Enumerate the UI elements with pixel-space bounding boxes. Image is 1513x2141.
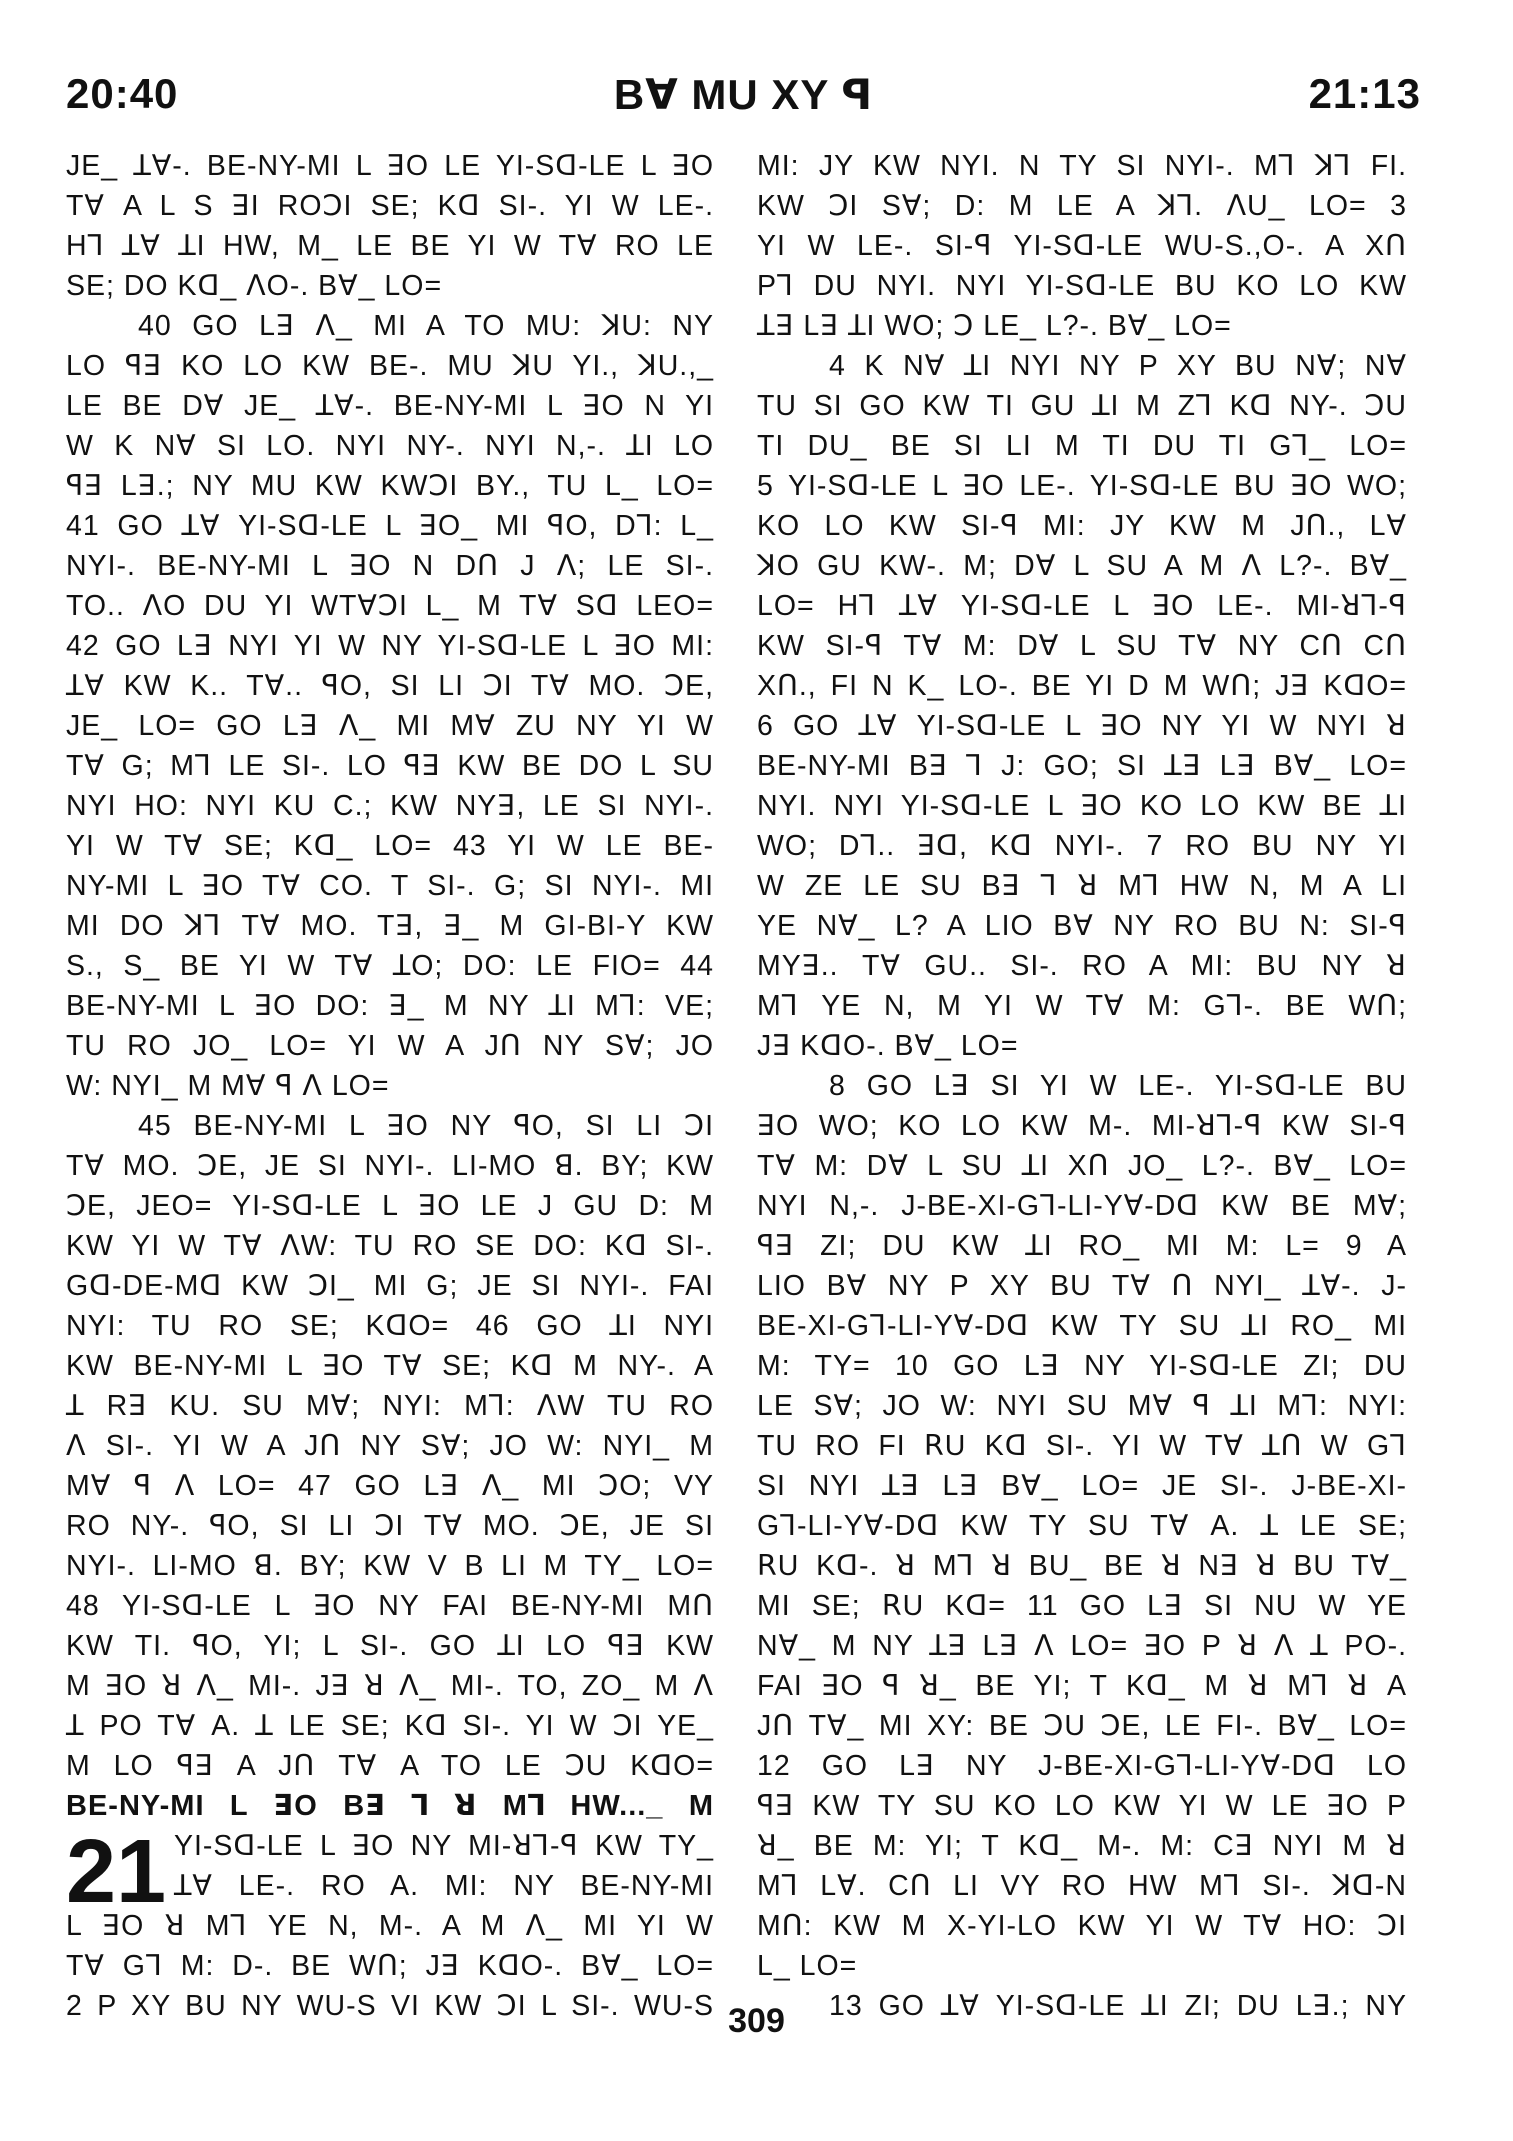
text-line: NYI: TU RO SE; KꓷO= 46 GO ꓕI NYI — [66, 1310, 714, 1342]
text-line: MI: JY KW NYI. N TY SI NYI-. Mꓶ ꓘꓶ FI. — [757, 150, 1407, 182]
text-line: LIO Bꓯ NY P XY BU Tꓯ ꓵ NYI_ ꓕꓯ-. J- — [757, 1270, 1407, 1302]
header-verse-start: 20:40 — [66, 70, 179, 117]
text-line: SI NYI ꓕꓱ Lꓱ Bꓯ_ LO= JE SI-. J-BE-XI- — [757, 1470, 1407, 1502]
text-line: 41 GO ꓕꓯ YI-Sꓷ-LE L ꓱO_ MI ꟼO, Dꓶ: L_ — [66, 510, 714, 542]
text-line: ꓣU Kꓷ-. ꓤ Mꓶ ꓤ BU_ BE ꓤ Nꓱ ꓤ BU Tꓯ_ — [757, 1550, 1407, 1582]
text-line: ꓕꓯ KW K.. Tꓯ.. ꟼO, SI LI ꓛI Tꓯ MO. ꓛE, — [66, 670, 714, 702]
text-line: FAI ꓱO ꟼ ꓤ_ BE YI; T Kꓷ_ M ꓤ Mꓶ ꓤ A — [757, 1670, 1407, 1702]
text-line: TU RO FI ꓣU Kꓷ SI-. YI W Tꓯ ꓕꓵ W Gꓶ — [757, 1430, 1407, 1462]
text-line: Mꓶ Lꓯ. Cꓵ LI VY RO HW Mꓶ SI-. ꓘꓷ-N — [757, 1870, 1407, 1902]
text-line: 13 GO ꓕꓯ YI-Sꓷ-LE ꓕI ZI; DU Lꓱ.; NY — [829, 1990, 1407, 2022]
text-line: LO= Hꓶ ꓕꓯ YI-Sꓷ-LE L ꓱO LE-. MI-ꓤꓶ-ꟼ — [757, 590, 1407, 622]
text-line: M ꓱO ꓤ ꓥ_ MI-. Jꓱ ꓤ ꓥ_ MI-. TO, ZO_ M ꓥ — [66, 1670, 714, 1702]
text-line: ꟼꓱ ZI; DU KW ꓕI RO_ MI M: L= 9 A — [757, 1230, 1407, 1262]
text-line: Tꓯ G; Mꓶ LE SI-. LO ꟼꓱ KW BE DO L SU — [66, 750, 714, 782]
text-line: NY-MI L ꓱO Tꓯ CO. T SI-. G; SI NYI-. MI — [66, 870, 714, 902]
text-line: Tꓯ MO. ꓛE, JE SI NYI-. LI-MO ꓭ. BY; KW — [66, 1150, 714, 1182]
text-line: Mꓵ: KW M X-YI-LO KW YI W Tꓯ HO: ꓛI — [757, 1910, 1407, 1942]
text-line: 12 GO Lꓱ NY J-BE-XI-Gꓶ-LI-Yꓯ-Dꓷ LO — [757, 1750, 1407, 1782]
running-header — [66, 70, 1421, 126]
text-line: MI SE; ꓣU Kꓷ= 11 GO Lꓱ SI NU W YE — [757, 1590, 1407, 1622]
text-line: ꓤ_ BE M: YI; T Kꓷ_ M-. M: Cꓱ NYI M ꓤ — [757, 1830, 1407, 1862]
text-line: KW SI-ꟼ Tꓯ M: Dꓯ L SU Tꓯ NY Cꓵ Cꓵ — [757, 630, 1407, 662]
text-line: Tꓯ A L S ꓱI ROꓛI SE; Kꓷ SI-. YI W LE-. — [66, 190, 714, 222]
text-line: 48 YI-Sꓷ-LE L ꓱO NY FAI BE-NY-MI Mꓵ — [66, 1590, 714, 1622]
text-line: 5 YI-Sꓷ-LE L ꓱO LE-. YI-Sꓷ-LE BU ꓱO WO; — [757, 470, 1407, 502]
text-line: NYI. NYI YI-Sꓷ-LE L ꓱO KO LO KW BE ꓕI — [757, 790, 1407, 822]
text-line: 45 BE-NY-MI L ꓱO NY ꟼO, SI LI ꓛI — [138, 1110, 714, 1142]
text-line: MYꓱ.. Tꓯ GU.. SI-. RO A MI: BU NY ꓤ — [757, 950, 1407, 982]
text-line: Mꓯ ꟼ ꓥ LO= 47 GO Lꓱ ꓥ_ MI ꓛO; VY — [66, 1470, 714, 1502]
text-line: MI DO ꓘꓶ Tꓯ MO. Tꓱ, ꓱ_ M GI-BI-Y KW — [66, 910, 714, 942]
text-line: LO ꟼꓱ KO LO KW BE-. MU ꓘU YI., ꓘU.,_ — [66, 350, 714, 382]
text-line: ꓕ Rꓱ KU. SU Mꓯ; NYI: Mꓶ: ꓥW TU RO — [66, 1390, 714, 1422]
text-line: ꓥ SI-. YI W A Jꓵ NY Sꓯ; JO W: NYI_ M — [66, 1430, 714, 1462]
text-line: KW BE-NY-MI L ꓱO Tꓯ SE; Kꓷ M NY-. A — [66, 1350, 714, 1382]
text-line: M: TY= 10 GO Lꓱ NY YI-Sꓷ-LE ZI; DU — [757, 1350, 1407, 1382]
text-line: LE BE Dꓯ JE_ ꓕꓯ-. BE-NY-MI L ꓱO N YI — [66, 390, 714, 422]
text-line: L_ LO= — [757, 1950, 858, 1982]
page-number: 309 — [728, 2002, 785, 2040]
chapter-first-line: YI-Sꓷ-LE L ꓱO NY MI-ꓤꓶ-ꟼ KW TY_ — [174, 1830, 714, 1862]
text-line: 4 K Nꓯ ꓕI NYI NY P XY BU Nꓯ; Nꓯ — [829, 350, 1407, 382]
text-line: JE_ LO= GO Lꓱ ꓥ_ MI Mꓯ ZU NY YI W — [66, 710, 714, 742]
left-column — [66, 146, 714, 2022]
chapter-number: 21 — [66, 1822, 167, 1922]
text-line: NYI-. BE-NY-MI L ꓱO N Dꓵ J ꓥ; LE SI-. — [66, 550, 714, 582]
text-line: Nꓯ_ M NY ꓕꓱ Lꓱ ꓥ LO= ꓱO P ꓤ ꓥ ꓕ PO-. — [757, 1630, 1407, 1662]
text-line: BE-NY-MI L ꓱO DO: ꓱ_ M NY ꓕI Mꓶ: VE; — [66, 990, 714, 1022]
text-line: ꓱO WO; KO LO KW M-. MI-ꓤꓶ-ꟼ KW SI-ꟼ — [757, 1110, 1407, 1142]
text-line: W ZE LE SU Bꓱ ꓶ ꓤ Mꓶ HW N, M A LI — [757, 870, 1407, 902]
text-line: TU SI GO KW TI GU ꓕI M Zꓶ Kꓷ NY-. ꓛU — [757, 390, 1407, 422]
text-line: Pꓶ DU NYI. NYI YI-Sꓷ-LE BU KO LO KW — [757, 270, 1407, 302]
text-line: 2 P XY BU NY WU-S VI KW ꓛI L SI-. WU-S — [66, 1990, 714, 2022]
text-line: LE Sꓯ; JO W: NYI SU Mꓯ ꟼ ꓕI Mꓶ: NYI: — [757, 1390, 1407, 1422]
text-line: RO NY-. ꟼO, SI LI ꓛI Tꓯ MO. ꓛE, JE SI — [66, 1510, 714, 1542]
text-line: 40 GO Lꓱ ꓥ_ MI A TO MU: ꓘU: NY — [138, 310, 714, 342]
text-line: KO LO KW SI-ꟼ MI: JY KW M Jꓵ., Lꓯ — [757, 510, 1407, 542]
text-line: KW YI W Tꓯ ꓥW: TU RO SE DO: Kꓷ SI-. — [66, 1230, 714, 1262]
text-line: 42 GO Lꓱ NYI YI W NY YI-Sꓷ-LE L ꓱO MI: — [66, 630, 714, 662]
text-line: Tꓯ Gꓶ M: D-. BE Wꓵ; Jꓱ KꓷO-. Bꓯ_ LO= — [66, 1950, 714, 1982]
text-line: Gꓷ-DE-Mꓷ KW ꓛI_ MI G; JE SI NYI-. FAI — [66, 1270, 714, 1302]
text-line: 6 GO ꓕꓯ YI-Sꓷ-LE L ꓱO NY YI W NYI ꓤ — [757, 710, 1407, 742]
text-line: TU RO JO_ LO= YI W A Jꓵ NY Sꓯ; JO — [66, 1030, 714, 1062]
text-line: BE-XI-Gꓶ-LI-Yꓯ-Dꓷ KW TY SU ꓕI RO_ MI — [757, 1310, 1407, 1342]
left-column-text — [66, 146, 714, 1786]
text-line: BE-NY-MI Bꓱ ꓶ J: GO; SI ꓕꓱ Lꓱ Bꓯ_ LO= — [757, 750, 1407, 782]
text-line: JE_ ꓕꓯ-. BE-NY-MI L ꓱO LE YI-Sꓷ-LE L ꓱO — [66, 150, 714, 182]
text-line: TO.. ꓥO DU YI WTꓯꓛI L_ M Tꓯ Sꓷ LEO= — [66, 590, 714, 622]
text-line: ꟼꓱ Lꓱ.; NY MU KW KWꓛI BY., TU L_ LO= — [66, 470, 714, 502]
text-line: Xꓵ., FI N K_ LO-. BE YI D M Wꓵ; Jꓱ KꓷO= — [757, 670, 1407, 702]
text-line: Mꓶ YE N, M YI W Tꓯ M: Gꓶ-. BE Wꓵ; — [757, 990, 1407, 1022]
text-line: Jꓵ Tꓯ_ MI XY: BE ꓛU ꓛE, LE FI-. Bꓯ_ LO= — [757, 1710, 1407, 1742]
text-line: Jꓱ KꓷO-. Bꓯ_ LO= — [757, 1030, 1019, 1062]
text-line: Tꓯ M: Dꓯ L SU ꓕI Xꓵ JO_ L?-. Bꓯ_ LO= — [757, 1150, 1407, 1182]
text-line: S., S_ BE YI W Tꓯ ꓕO; DO: LE FIO= 44 — [66, 950, 714, 982]
text-line: KW ꓛI Sꓯ; D: M LE A ꓘꓶ. ꓥU_ LO= 3 — [757, 190, 1407, 222]
text-line: WO; Dꓶ.. ꓱꓷ, Kꓷ NYI-. 7 RO BU NY YI — [757, 830, 1407, 862]
text-line: YI W Tꓯ SE; Kꓷ_ LO= 43 YI W LE BE- — [66, 830, 714, 862]
text-line: ꓕ PO Tꓯ A. ꓕ LE SE; Kꓷ SI-. YI W ꓛI YE_ — [66, 1710, 714, 1742]
header-book-title: Bꓯ MU XY ꟼ — [613, 71, 874, 118]
text-line: M LO ꟼꓱ A Jꓵ Tꓯ A TO LE ꓛU KꓷO= — [66, 1750, 714, 1782]
text-line: SE; DO Kꓷ_ ꓥO-. Bꓯ_ LO= — [66, 270, 443, 302]
text-line: YI W LE-. SI-ꟼ YI-Sꓷ-LE WU-S.,O-. A Xꓵ — [757, 230, 1407, 262]
text-line: L ꓱO ꓤ Mꓶ YE N, M-. A M ꓥ_ MI YI W — [66, 1910, 714, 1942]
text-line: KW TI. ꟼO, YI; L SI-. GO ꓕI LO ꟼꓱ KW — [66, 1630, 714, 1662]
text-line: YE Nꓯ_ L? A LIO Bꓯ NY RO BU N: SI-ꟼ — [757, 910, 1407, 942]
chapter-heading: BE-NY-MI L ꓱO Bꓱ ꓶ ꓤ Mꓶ HW..._ M — [66, 1790, 714, 1822]
text-line: ꓕꓱ Lꓱ ꓕI WO; ꓛ LE_ L?-. Bꓯ_ LO= — [757, 310, 1232, 342]
text-line: NYI-. LI-MO ꓭ. BY; KW V B LI M TY_ LO= — [66, 1550, 714, 1582]
text-line: W K Nꓯ SI LO. NYI NY-. NYI N,-. ꓕI LO — [66, 430, 714, 462]
text-line: 8 GO Lꓱ SI YI W LE-. YI-Sꓷ-LE BU — [829, 1070, 1407, 1102]
text-line: ꓘO GU KW-. M; Dꓯ L SU A M ꓥ L?-. Bꓯ_ — [757, 550, 1407, 582]
header-verse-end: 21:13 — [1308, 70, 1421, 117]
right-column — [757, 146, 1407, 2022]
text-line: ꟼꓱ KW TY SU KO LO KW YI W LE ꓱO P — [757, 1790, 1407, 1822]
text-line: NYI N,-. J-BE-XI-Gꓶ-LI-Yꓯ-Dꓷ KW BE Mꓯ; — [757, 1190, 1407, 1222]
chapter-opening — [66, 1822, 714, 1946]
text-line: W: NYI_ M Mꓯ ꟼ ꓥ LO= — [66, 1070, 390, 1102]
text-line: Gꓶ-LI-Yꓯ-Dꓷ KW TY SU Tꓯ A. ꓕ LE SE; — [757, 1510, 1407, 1542]
text-line: NYI HO: NYI KU C.; KW NYꓱ, LE SI NYI-. — [66, 790, 714, 822]
right-column-text — [757, 146, 1407, 2026]
text-line: ꓛE, JEO= YI-Sꓷ-LE L ꓱO LE J GU D: M — [66, 1190, 714, 1222]
chapter-second-line: ꓕꓯ LE-. RO A. MI: NY BE-NY-MI — [174, 1870, 714, 1902]
text-line: Hꓶ ꓕꓯ ꓕI HW, M_ LE BE YI W Tꓯ RO LE — [66, 230, 714, 262]
text-line: TI DU_ BE SI LI M TI DU TI Gꓶ_ LO= — [757, 430, 1407, 462]
